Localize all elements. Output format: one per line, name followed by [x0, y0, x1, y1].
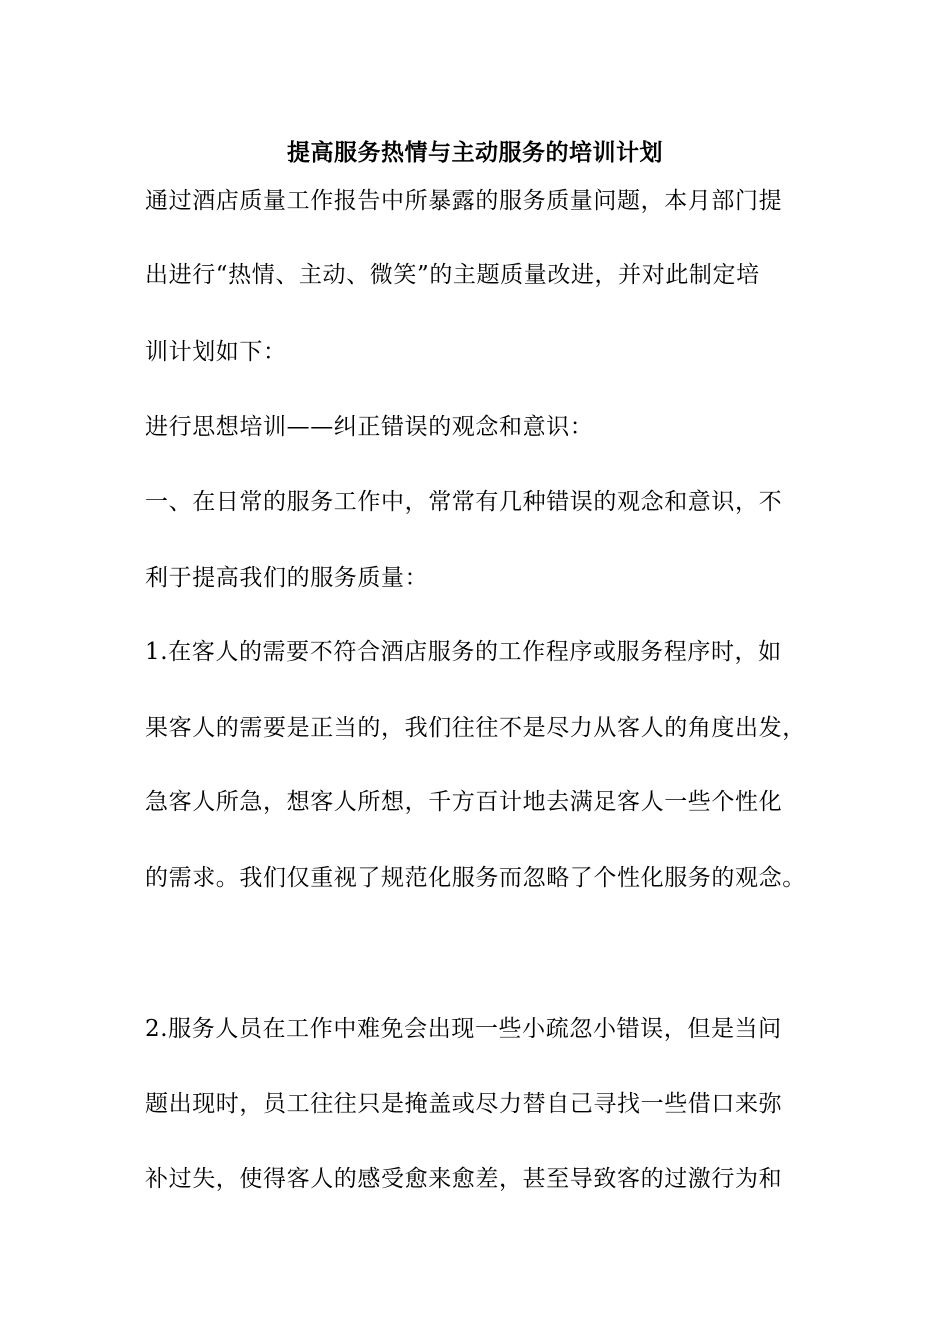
- body-line-13: 补过失，使得客人的感受愈来愈差，甚至导致客的过激行为和: [145, 1166, 783, 1192]
- body-line-11: 2.服务人员在工作中难免会出现一些小疏忽小错误，但是当问: [145, 1016, 782, 1042]
- body-line-2: 出进行“热情、主动、微笑”的主题质量改进，并对此制定培: [145, 262, 760, 288]
- body-line-3: 训计划如下：: [145, 339, 287, 365]
- body-line-5: 一、在日常的服务工作中，常常有几种错误的观念和意识，不: [145, 489, 783, 515]
- body-line-8: 果客人的需要是正当的，我们往往不是尽力从客人的角度出发，: [145, 715, 806, 741]
- body-line-9: 急客人所急，想客人所想，千方百计地去满足客人一些个性化: [145, 789, 783, 815]
- body-line-7: 1.在客人的需要不符合酒店服务的工作程序或服务程序时，如: [145, 639, 782, 665]
- document-title: 提高服务热情与主动服务的培训计划: [287, 140, 663, 166]
- body-line-1: 通过酒店质量工作报告中所暴露的服务质量问题，本月部门提: [145, 188, 783, 214]
- section-heading: 进行思想培训——纠正错误的观念和意识：: [145, 414, 594, 440]
- body-line-6: 利于提高我们的服务质量：: [145, 565, 429, 591]
- body-line-12: 题出现时，员工往往只是掩盖或尽力替自己寻找一些借口来弥: [145, 1091, 783, 1117]
- body-line-10: 的需求。我们仅重视了规范化服务而忽略了个性化服务的观念。: [145, 865, 806, 891]
